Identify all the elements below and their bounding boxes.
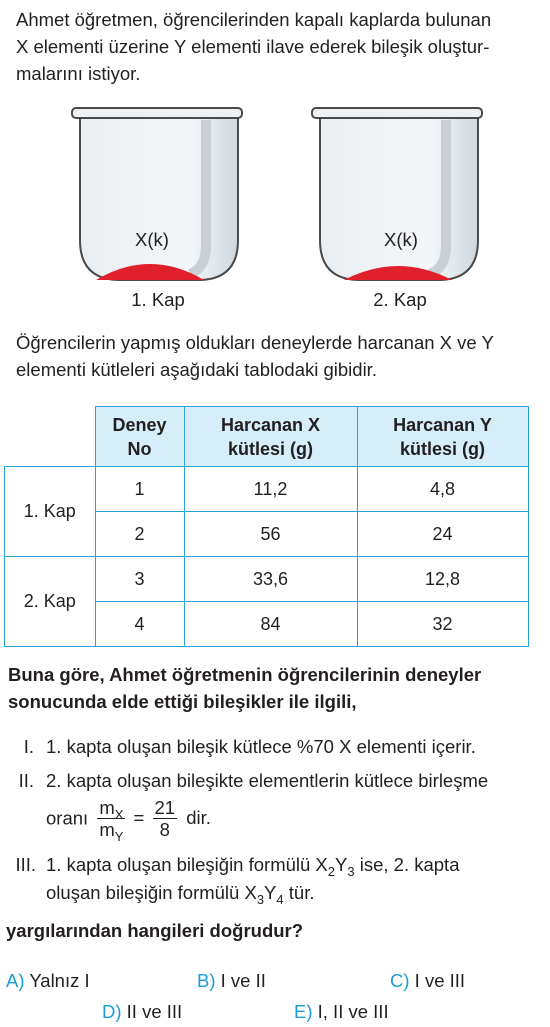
cell-x-mass: 33,6 bbox=[184, 557, 357, 602]
statement-2-ratio bbox=[46, 797, 211, 844]
statement-3-line-1: 1. kapta oluşan bileşiğin formülü $X_2Y_3$ ise, 2. kapta bbox=[46, 854, 460, 879]
ratio-suffix: dir. bbox=[186, 807, 211, 829]
cell-x-mass: 11,2 bbox=[184, 467, 357, 512]
option-a[interactable] bbox=[6, 970, 90, 992]
option-c-text: I ve III bbox=[414, 970, 466, 991]
table-intro-text bbox=[16, 329, 494, 383]
table-row bbox=[5, 467, 529, 512]
cell-deney: 1 bbox=[95, 467, 184, 512]
cell-x-mass: 56 bbox=[184, 512, 357, 557]
statement-2-numeral: II. bbox=[18, 770, 34, 791]
question-stem bbox=[8, 661, 481, 715]
ratio-equals: = bbox=[133, 807, 145, 829]
question-line-2: sonucunda elde ettiği bileşikler ile ilgili, bbox=[8, 691, 357, 712]
option-b-letter: B) bbox=[197, 970, 216, 991]
question-line-1: Buna göre, Ahmet öğretmenin öğrencilerinin deneyler bbox=[8, 664, 482, 685]
intro-line-1: Ahmet öğretmen, öğrencilerinden kapalı kaplarda bulunan bbox=[16, 9, 492, 30]
option-b-text: I ve II bbox=[220, 970, 266, 991]
experiment-table bbox=[4, 406, 529, 647]
cell-deney: 3 bbox=[95, 557, 184, 602]
question-ask: yargılarından hangileri doğrudur? bbox=[6, 920, 304, 941]
cell-y-mass: 12,8 bbox=[357, 557, 528, 602]
lid-1 bbox=[72, 108, 242, 118]
cell-y-mass: 4,8 bbox=[357, 467, 528, 512]
ratio-mass-fraction: $\frac{m_X}{m_Y}$ bbox=[99, 797, 124, 844]
container-1 bbox=[72, 108, 242, 280]
table-header-row bbox=[5, 407, 529, 467]
cell-deney: 4 bbox=[95, 602, 184, 647]
option-a-letter: A) bbox=[6, 970, 25, 991]
cell-y-mass: 24 bbox=[357, 512, 528, 557]
table-intro-line-1: Öğrencilerin yapmış oldukları deneylerde harcanan X ve Y bbox=[16, 332, 494, 353]
statement-3-numeral: III. bbox=[15, 854, 36, 875]
option-b[interactable] bbox=[197, 970, 266, 992]
intro-text bbox=[16, 6, 541, 87]
group-label-kap-2: 2. Kap bbox=[5, 557, 96, 647]
header-harcanan-y: Harcanan Y kütlesi (g) bbox=[357, 407, 528, 467]
table-intro-line-2: elementi kütleleri aşağıdaki tablodaki gibidir. bbox=[16, 359, 377, 380]
container-1-label: 1. Kap bbox=[131, 289, 185, 310]
cell-y-mass: 32 bbox=[357, 602, 528, 647]
intro-line-3: malarını istiyor. bbox=[16, 63, 141, 84]
container-2 bbox=[312, 108, 482, 280]
option-d-letter: D) bbox=[102, 1001, 122, 1022]
cell-deney: 2 bbox=[95, 512, 184, 557]
option-c[interactable] bbox=[390, 970, 465, 992]
lid-2 bbox=[312, 108, 482, 118]
group-label-kap-1: 1. Kap bbox=[5, 467, 96, 557]
table-row bbox=[5, 557, 529, 602]
cell-x-mass: 84 bbox=[184, 602, 357, 647]
ratio-prefix: oranı bbox=[46, 807, 89, 829]
option-c-letter: C) bbox=[390, 970, 410, 991]
header-harcanan-x: Harcanan X kütlesi (g) bbox=[184, 407, 357, 467]
header-deney-no: Deney No bbox=[95, 407, 184, 467]
option-a-text: Yalnız I bbox=[29, 970, 90, 991]
intro-line-2: X elementi üzerine Y elementi ilave ederek bileşik oluştur- bbox=[16, 36, 490, 57]
ratio-value-fraction: $\frac{21}{8}$ bbox=[154, 797, 176, 840]
option-e-text: I, II ve III bbox=[317, 1001, 389, 1022]
table-corner bbox=[5, 407, 96, 467]
option-e[interactable] bbox=[294, 1001, 389, 1023]
option-d-text: II ve III bbox=[126, 1001, 183, 1022]
containers-illustration bbox=[0, 100, 550, 290]
statement-1-numeral: I. bbox=[23, 736, 34, 757]
container-2-label: 2. Kap bbox=[373, 289, 427, 310]
statement-1-text: 1. kapta oluşan bileşik kütlece %70 X elementi içerir. bbox=[46, 736, 476, 757]
statement-3-line-2: oluşan bileşiğin formülü $X_3Y_4$ tür. bbox=[46, 882, 315, 907]
container-1-content: X(k) bbox=[135, 229, 169, 250]
container-2-content: X(k) bbox=[384, 229, 418, 250]
statement-2-line-1: 2. kapta oluşan bileşikte elementlerin kütlece birleşme bbox=[46, 770, 489, 791]
option-e-letter: E) bbox=[294, 1001, 313, 1022]
option-d[interactable] bbox=[102, 1001, 182, 1023]
